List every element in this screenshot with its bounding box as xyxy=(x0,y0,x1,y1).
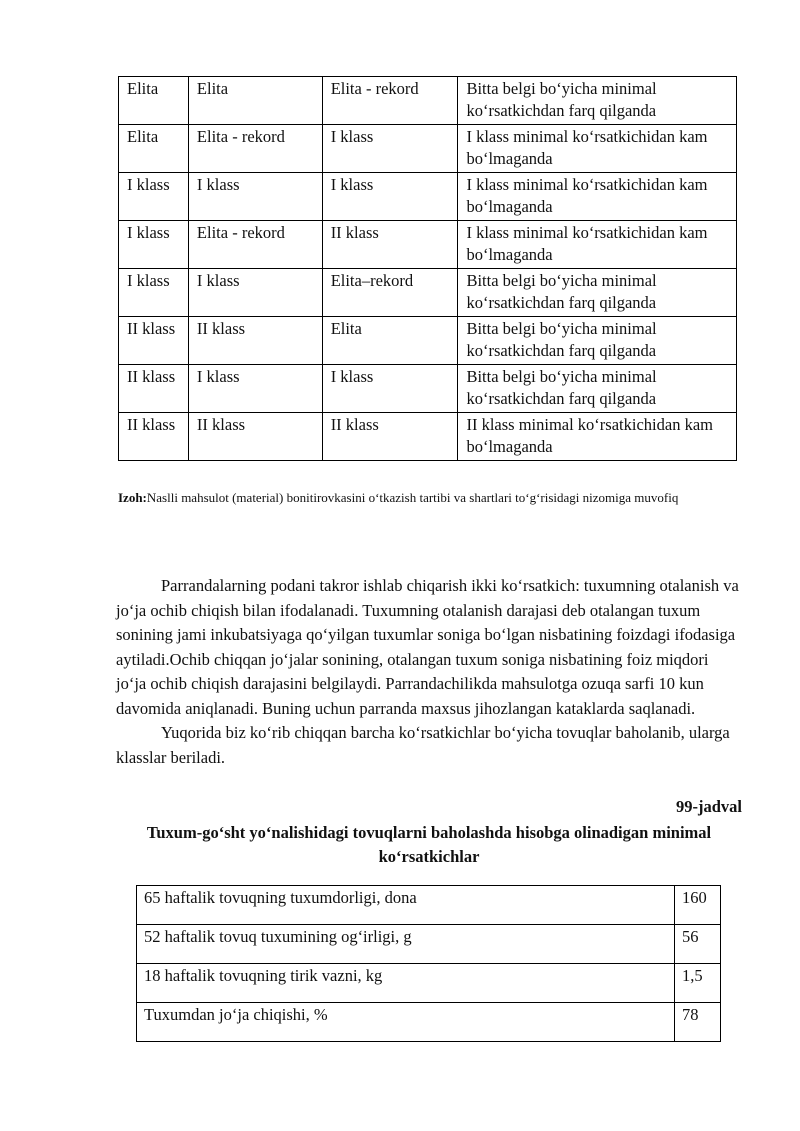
table-cell: I klass xyxy=(119,173,189,221)
table-row xyxy=(137,964,721,1003)
paragraph: Yuqorida biz koʻrib chiqqan barcha koʻrsatkichlar boʻyicha tovuqlar baholanib, ularga klasslar beriladi. xyxy=(116,723,730,767)
table-cell: Bitta belgi boʻyicha minimal koʻrsatkichdan farq qilganda xyxy=(458,365,737,413)
table-cell: II klass xyxy=(322,413,458,461)
table-cell: I klass xyxy=(119,269,189,317)
table-cell: I klass minimal koʻrsatkichidan kam boʻlmaganda xyxy=(458,173,737,221)
table-cell: 18 haftalik tovuqning tirik vazni, kg xyxy=(137,964,675,1003)
table-cell: Bitta belgi boʻyicha minimal koʻrsatkichdan farq qilganda xyxy=(458,269,737,317)
table-cell: Elita xyxy=(188,77,322,125)
table-cell: 160 xyxy=(675,886,721,925)
class-assignment-table xyxy=(118,76,737,461)
table-row xyxy=(137,925,721,964)
table-cell: 1,5 xyxy=(675,964,721,1003)
table-cell: Bitta belgi boʻyicha minimal koʻrsatkichdan farq qilganda xyxy=(458,77,737,125)
table-row xyxy=(119,365,737,413)
table-cell: Elita - rekord xyxy=(322,77,458,125)
table-cell: I klass minimal koʻrsatkichidan kam boʻlmaganda xyxy=(458,125,737,173)
table-cell: 56 xyxy=(675,925,721,964)
table-cell: Elita xyxy=(119,77,189,125)
table-cell: I klass xyxy=(322,125,458,173)
table-row xyxy=(137,886,721,925)
table-cell: II klass xyxy=(119,413,189,461)
table-cell: Elita xyxy=(119,125,189,173)
table-cell: 65 haftalik tovuqning tuxumdorligi, dona xyxy=(137,886,675,925)
table-cell: II klass minimal koʻrsatkichidan kam boʻlmaganda xyxy=(458,413,737,461)
table-note xyxy=(118,488,738,507)
minimal-indicators-table-body xyxy=(137,886,721,1042)
table-cell: II klass xyxy=(119,317,189,365)
table-cell: Elita - rekord xyxy=(188,221,322,269)
table-cell: I klass xyxy=(188,173,322,221)
table-cell: Elita–rekord xyxy=(322,269,458,317)
table-number: 99-jadval xyxy=(676,797,742,816)
table-cell: I klass xyxy=(322,173,458,221)
table-cell: Tuxumdan joʻja chiqishi, % xyxy=(137,1003,675,1042)
body-text xyxy=(116,574,742,770)
table-row xyxy=(119,125,737,173)
table-row xyxy=(119,317,737,365)
table-cell: Bitta belgi boʻyicha minimal koʻrsatkichdan farq qilganda xyxy=(458,317,737,365)
table-row xyxy=(119,77,737,125)
note-label: Izoh: xyxy=(118,490,147,505)
table-cell: II klass xyxy=(188,413,322,461)
table-cell: I klass xyxy=(188,365,322,413)
minimal-indicators-table xyxy=(136,885,721,1042)
table-title: Tuxum-goʻsht yoʻnalishidagi tovuqlarni baholashda hisobga olinadigan minimal koʻrsatkichlar xyxy=(146,823,712,866)
paragraph: Parrandalarning podani takror ishlab chiqarish ikki koʻrsatkich: tuxumning otalanish va joʻja ochib chiqish bilan ifodalanadi. Tuxumning otalanish darajasi deb otalangan tuxum sonining jami inkubatsiyaga qoʻyilgan tuxumlar soniga boʻlgan nisbatining foizdagi ifodasiga aytiladi.Ochib chiqqan joʻjalar sonining, otalangan tuxum soniga nisbatining foiz miqdori joʻja ochib chiqish darajasini belgilaydi. Parrandachilikda mahsulotga ozuqa sarfi 10 kun davomida aniqlanadi. Buning uchun parranda maxsus jihozlangan kataklarda saqlanadi. xyxy=(116,576,739,718)
table-cell: Elita xyxy=(322,317,458,365)
class-assignment-table-body xyxy=(119,77,737,461)
table-cell: I klass xyxy=(188,269,322,317)
table-cell: 78 xyxy=(675,1003,721,1042)
table-row xyxy=(119,269,737,317)
table-cell: 52 haftalik tovuq tuxumining ogʻirligi, g xyxy=(137,925,675,964)
table-cell: II klass xyxy=(119,365,189,413)
table-cell: II klass xyxy=(188,317,322,365)
table-row xyxy=(137,1003,721,1042)
table-row xyxy=(119,413,737,461)
table-row xyxy=(119,173,737,221)
table-cell: I klass xyxy=(322,365,458,413)
table-cell: I klass xyxy=(119,221,189,269)
table-row xyxy=(119,221,737,269)
table-cell: Elita - rekord xyxy=(188,125,322,173)
table-cell: I klass minimal koʻrsatkichidan kam boʻlmaganda xyxy=(458,221,737,269)
table-cell: II klass xyxy=(322,221,458,269)
note-text: Naslli mahsulot (material) bonitirovkasini oʻtkazish tartibi va shartlari toʻgʻrisidagi nizomiga muvofiq xyxy=(146,490,679,505)
